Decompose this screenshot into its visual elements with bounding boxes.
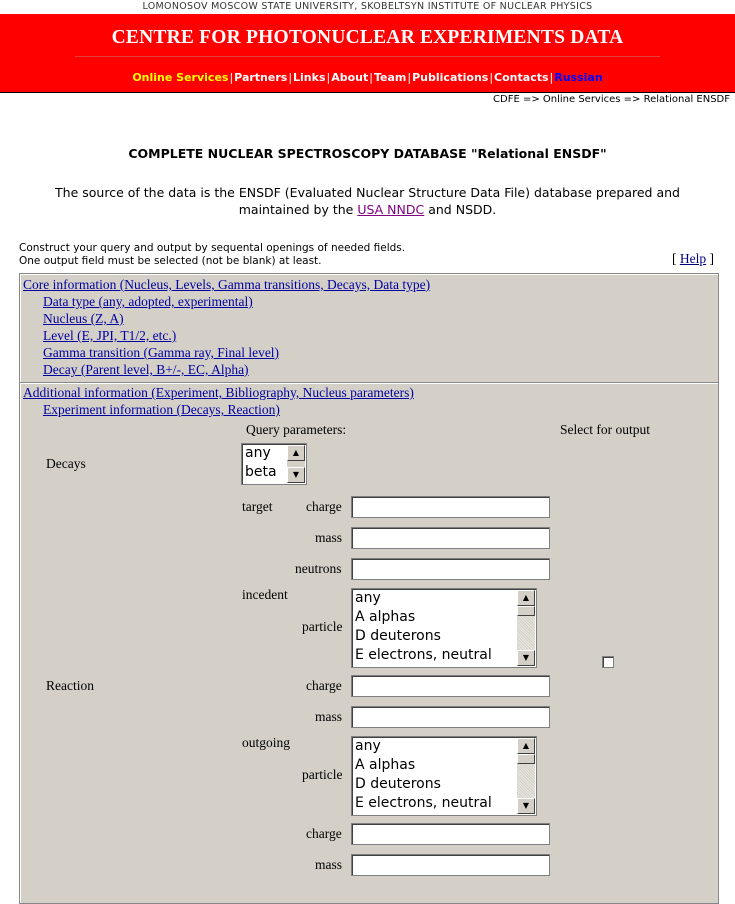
- incedent-particle-label: particle: [302, 619, 343, 634]
- header-divider: [75, 56, 660, 57]
- nav-publications[interactable]: Publications: [412, 71, 489, 84]
- reaction-output-checkbox[interactable]: [602, 656, 614, 668]
- outgoing-mass-input[interactable]: [351, 854, 550, 876]
- level-link[interactable]: Level (E, JPI, T1/2, etc.): [43, 328, 177, 343]
- nav-separator: |: [407, 71, 412, 84]
- header-bottom-rule: [0, 92, 735, 93]
- decay-link[interactable]: Decay (Parent level, B+/-, EC, Alpha): [43, 362, 249, 377]
- target-neutrons-input[interactable]: [351, 558, 550, 580]
- nav-separator: |: [326, 71, 331, 84]
- scroll-down-icon[interactable]: ▼: [517, 798, 535, 814]
- decays-select[interactable]: [241, 443, 307, 485]
- decays-label: Decays: [46, 456, 86, 471]
- outgoing-particle-label: particle: [302, 767, 343, 782]
- outgoing-particle-select[interactable]: [351, 736, 537, 816]
- nav-team[interactable]: Team: [374, 71, 407, 84]
- main-nav: [0, 71, 735, 84]
- nav-separator: |: [229, 71, 234, 84]
- site-title: CENTRE FOR PHOTONUCLEAR EXPERIMENTS DATA: [111, 27, 624, 48]
- source-text-after: and NSDD.: [424, 202, 497, 217]
- nav-partners[interactable]: Partners: [234, 71, 288, 84]
- incedent-particle-select[interactable]: [351, 588, 537, 668]
- outgoing-charge-input[interactable]: [351, 823, 550, 845]
- gamma-transition-link[interactable]: Gamma transition (Gamma ray, Final level): [43, 345, 280, 360]
- outgoing-scrollbar[interactable]: [517, 738, 535, 814]
- nav-separator: |: [549, 71, 554, 84]
- scroll-up-icon[interactable]: ▲: [517, 590, 535, 606]
- breadcrumb: CDFE => Online Services => Relational ENSDF: [493, 94, 730, 105]
- help-link[interactable]: Help: [679, 251, 707, 266]
- instructions: [19, 242, 405, 268]
- instruction-line-2: One output field must be selected (not be blank) at least.: [19, 255, 322, 267]
- scroll-thumb[interactable]: [517, 606, 535, 616]
- institution-line: LOMONOSOV MOSCOW STATE UNIVERSITY, SKOBELTSYN INSTITUTE OF NUCLEAR PHYSICS: [142, 1, 593, 12]
- scroll-up-icon[interactable]: ▲: [287, 445, 305, 461]
- usa-nndc-link[interactable]: USA NNDC: [357, 202, 425, 217]
- nucleus-link[interactable]: Nucleus (Z, A): [43, 311, 124, 326]
- nav-russian[interactable]: Russian: [554, 71, 603, 84]
- target-neutrons-label: neutrons: [295, 561, 342, 576]
- target-charge-input[interactable]: [351, 496, 550, 518]
- incedent-charge-input[interactable]: [351, 675, 550, 697]
- nav-separator: |: [369, 71, 373, 84]
- target-label: target: [242, 499, 273, 514]
- experiment-information-link[interactable]: Experiment information (Decays, Reaction): [43, 402, 280, 417]
- instruction-line-1: Construct your query and output by sequental openings of needed fields.: [19, 242, 406, 254]
- core-information-link[interactable]: Core information (Nucleus, Levels, Gamma transitions, Decays, Data type): [23, 277, 431, 292]
- nav-online-services[interactable]: Online Services: [132, 71, 229, 84]
- select-for-output-label: Select for output: [560, 422, 650, 437]
- outgoing-option-deuterons[interactable]: D deuterons: [355, 776, 441, 792]
- incedent-option-electrons[interactable]: E electrons, neutral: [355, 647, 492, 663]
- nav-about[interactable]: About: [331, 71, 369, 84]
- incedent-option-deuterons[interactable]: D deuterons: [355, 628, 441, 644]
- query-parameters-label: Query parameters:: [246, 422, 347, 437]
- page-title: COMPLETE NUCLEAR SPECTROSCOPY DATABASE "Relational ENSDF": [128, 146, 607, 161]
- outgoing-option-alphas[interactable]: A alphas: [355, 757, 416, 773]
- incedent-option-alphas[interactable]: A alphas: [355, 609, 416, 625]
- outgoing-charge-label: charge: [306, 826, 342, 841]
- incedent-mass-input[interactable]: [351, 706, 550, 728]
- nav-contacts[interactable]: Contacts: [494, 71, 549, 84]
- incedent-mass-label: mass: [315, 709, 342, 724]
- target-mass-label: mass: [315, 530, 342, 545]
- nav-links[interactable]: Links: [293, 71, 326, 84]
- decays-option-beta[interactable]: beta: [245, 464, 277, 480]
- help-open-bracket: [: [672, 251, 680, 266]
- source-text-before: The source of the data is the ENSDF (Evaluated Nuclear Structure Data File) database prepared and maintained by the: [55, 185, 680, 217]
- scroll-down-icon[interactable]: ▼: [517, 650, 535, 666]
- incedent-option-any[interactable]: any: [355, 590, 381, 606]
- target-charge-label: charge: [306, 499, 342, 514]
- nav-separator: |: [288, 71, 293, 84]
- reaction-label: Reaction: [46, 678, 94, 693]
- incedent-scrollbar[interactable]: [517, 590, 535, 666]
- decays-option-any[interactable]: any: [245, 445, 271, 461]
- decays-scrollbar[interactable]: [287, 445, 305, 483]
- target-mass-input[interactable]: [351, 527, 550, 549]
- incedent-charge-label: charge: [306, 678, 342, 693]
- additional-information-link[interactable]: Additional information (Experiment, Bibliography, Nucleus parameters): [23, 385, 414, 400]
- outgoing-option-any[interactable]: any: [355, 738, 381, 754]
- outgoing-option-electrons[interactable]: E electrons, neutral: [355, 795, 492, 811]
- outgoing-mass-label: mass: [315, 857, 342, 872]
- source-description: [20, 184, 715, 218]
- scroll-down-icon[interactable]: ▼: [287, 467, 305, 483]
- outgoing-label: outgoing: [242, 735, 291, 750]
- scroll-thumb[interactable]: [517, 754, 535, 764]
- help-close-bracket: ]: [706, 251, 714, 266]
- scroll-up-icon[interactable]: ▲: [517, 738, 535, 754]
- data-type-link[interactable]: Data type (any, adopted, experimental): [43, 294, 253, 309]
- help-bracket: [672, 251, 714, 267]
- nav-separator: |: [489, 71, 494, 84]
- incedent-label: incedent: [242, 587, 288, 602]
